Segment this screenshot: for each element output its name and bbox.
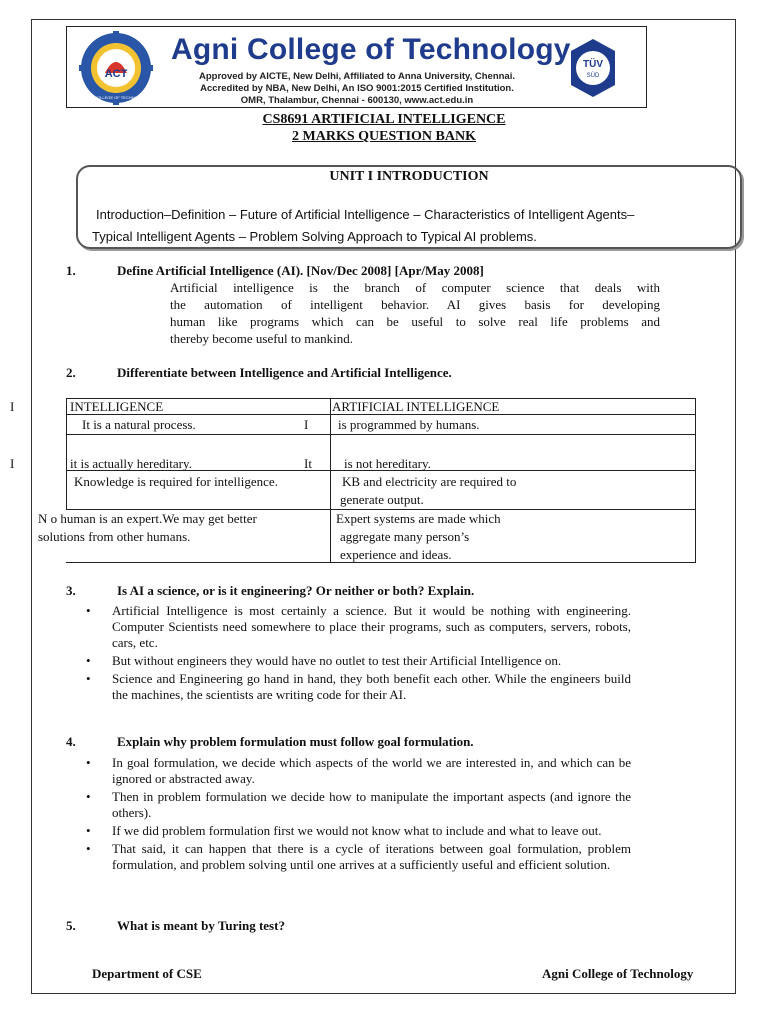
college-name: Agni College of Technology — [171, 33, 571, 66]
course-title: CS8691 ARTIFICIAL INTELLIGENCE — [262, 112, 506, 127]
svg-text:TÜV: TÜV — [583, 59, 603, 70]
college-header-banner — [66, 26, 647, 108]
list-item: • Science and Engineering go hand in hand, they both benefit each other. While the engineers build the machines, the scientists are writing code for their AI. — [86, 671, 631, 702]
list-item: • If we did problem formulation first we would not know what to include and what to leave out. — [86, 823, 602, 838]
question-1: Define Artificial Intelligence (AI). [Nov/Dec 2008] [Apr/May 2008] — [117, 263, 484, 278]
table-header-ai: ARTIFICIAL INTELLIGENCE — [332, 399, 500, 414]
question-number: 4. — [66, 734, 76, 749]
table-cell: It — [304, 456, 312, 471]
accreditation-line: Accredited by NBA, New Delhi, An ISO 9001:2015 Certified Institution. — [200, 83, 514, 94]
table-cell: N o human is an expert.We may get better — [38, 511, 257, 526]
table-margin-mark: I — [10, 399, 15, 414]
list-item: • Artificial Intelligence is most certainly a science. But it would be nothing with engineering. Computer Scientists need somewhere to place their programs, such as computers, servers, robots, cars, etc. — [86, 603, 631, 650]
bullet-icon: • — [86, 755, 91, 770]
question-5: What is meant by Turing test? — [117, 918, 285, 933]
bullet-icon: • — [86, 653, 91, 668]
table-cell: aggregate many person’s — [340, 529, 470, 544]
footer-department: Department of CSE — [92, 966, 202, 981]
unit-topics-line-2: Typical Intelligent Agents – Problem Solving Approach to Typical AI problems. — [92, 229, 537, 244]
list-item: • In goal formulation, we decide which aspects of the world we are interested in, and which can be ignored or abstracted away. — [86, 755, 631, 786]
question-4: Explain why problem formulation must follow goal formulation. — [117, 734, 474, 749]
answer-1: Artificial intelligence is the branch of computer science that deals with the automation of intelligent behavior. AI gives basis for developing human like programs which can be useful to solve real life problems and thereby become useful to mankind. — [170, 280, 660, 346]
question-number: 1. — [66, 263, 76, 278]
table-cell: Knowledge is required for intelligence. — [74, 474, 278, 489]
table-cell: is not hereditary. — [344, 456, 431, 471]
question-number: 3. — [66, 583, 76, 598]
address-line: OMR, Thalambur, Chennai - 600130, www.act.edu.in — [240, 95, 474, 106]
bullet-icon: • — [86, 841, 91, 856]
unit-syllabus-box — [76, 165, 742, 249]
bullet-icon: • — [86, 603, 91, 618]
question-number: 2. — [66, 365, 76, 380]
unit-title: UNIT I INTRODUCTION — [329, 169, 489, 184]
list-item: • But without engineers they would have no outlet to test their Artificial Intelligence on. — [86, 653, 562, 668]
table-cell: it is actually hereditary. — [70, 456, 192, 471]
table-cell: It is a natural process. — [82, 417, 196, 432]
tuv-certification-icon — [568, 37, 618, 99]
question-2: Differentiate between Intelligence and Artificial Intelligence. — [117, 365, 452, 380]
table-cell: I — [304, 417, 309, 432]
footer-college: Agni College of Technology — [542, 966, 694, 981]
bullet-icon: • — [86, 789, 91, 804]
approval-line: Approved by AICTE, New Delhi, Affiliated to Anna University, Chennai. — [198, 71, 515, 82]
table-cell: KB and electricity are required to — [342, 474, 517, 489]
bullet-icon: • — [86, 823, 91, 838]
table-cell: experience and ideas. — [340, 547, 452, 562]
list-item: • That said, it can happen that there is a cycle of iterations between goal formulation, problem formulation, and problem solving until one arrives at a sufficiently useful and efficient solution. — [86, 841, 631, 872]
comparison-table — [10, 398, 696, 563]
table-header-intelligence: INTELLIGENCE — [70, 399, 164, 414]
question-3: Is AI a science, or is it engineering? Or neither or both? Explain. — [117, 583, 475, 598]
college-logo — [79, 31, 153, 105]
svg-text:ACT: ACT — [104, 68, 128, 80]
answer-3-bullets — [86, 603, 631, 705]
table-cell: generate output. — [340, 492, 424, 507]
unit-topics-line-1: Introduction–Definition – Future of Artificial Intelligence – Characteristics of Intelligent Agents– — [96, 207, 635, 222]
svg-text:AGNI COLLEGE OF TECHNOLOGY: AGNI COLLEGE OF TECHNOLOGY — [83, 95, 149, 100]
bullet-icon: • — [86, 671, 91, 686]
svg-text:SÜD: SÜD — [586, 73, 600, 79]
table-margin-mark: I — [10, 456, 15, 471]
table-cell: Expert systems are made which — [336, 511, 501, 526]
table-cell: is programmed by humans. — [338, 417, 480, 432]
table-cell: solutions from other humans. — [38, 529, 191, 544]
question-number: 5. — [66, 918, 76, 933]
course-subtitle: 2 MARKS QUESTION BANK — [292, 129, 476, 144]
list-item: • Then in problem formulation we decide how to manipulate the important aspects (and ignore the others). — [86, 789, 631, 820]
answer-4-bullets — [86, 755, 631, 875]
